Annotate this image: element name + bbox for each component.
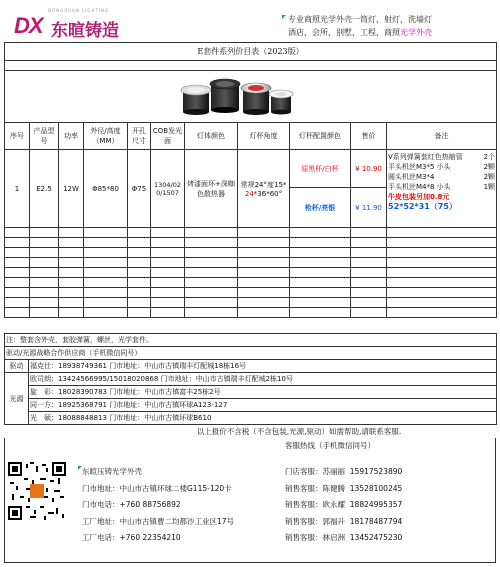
note-qty: 2颗 <box>483 173 496 181</box>
sheet-title: E套件系列价目表（2023版） <box>5 43 497 61</box>
store-phone: 门市电话：+760 88756892 <box>82 500 181 509</box>
col-size: 外径/高度（MM） <box>84 123 128 150</box>
note-row <box>388 152 495 162</box>
supplier-addr-label: 门市地址： <box>160 375 196 383</box>
package-note: 牛皮包装另加0.8元 <box>388 193 450 201</box>
suppliers-title: 驱动/光源战略合作供应商（手机微信同号） <box>5 347 497 360</box>
slogan-line-1: 专业商照光学外壳一筒灯，射灯，洗墙灯 <box>288 15 432 24</box>
page-header <box>0 0 500 42</box>
logo-mark: DX <box>14 13 43 38</box>
supplier-name: 光 硕： <box>30 414 58 422</box>
contact-role: 销售客服：林启洲 <box>285 533 345 542</box>
product-model: E2.5 <box>30 150 59 228</box>
drive-label: 驱动 <box>5 360 29 373</box>
package-size: 52*52*31（75） <box>388 202 457 211</box>
source-label: 光源 <box>5 373 29 425</box>
supplier-name: 旋 彩： <box>30 388 58 396</box>
supplier-row <box>29 360 497 373</box>
slogan-line-2 <box>288 27 432 38</box>
col-cob: COB发光面 <box>151 123 185 150</box>
col-beam-angle: 灯杯角度 <box>238 123 290 150</box>
company-name: 东暄压铸光学外壳 <box>82 467 142 476</box>
cup-color-1: 原黑杯/白杯 <box>290 150 351 188</box>
note-qty: 2个 <box>483 153 496 161</box>
slogan-highlight: 光学外壳 <box>400 28 432 37</box>
col-model: 产品型号 <box>30 123 59 150</box>
supplier-addr: 中山市古镇瑞丰灯配城2栋10号 <box>195 375 293 383</box>
note-row <box>388 162 495 172</box>
green-corner-icon <box>282 15 286 19</box>
supplier-row <box>29 412 497 425</box>
product-image-row <box>5 71 497 123</box>
col-lamp-color: 灯体颜色 <box>185 123 238 150</box>
cup-color-2: 枪杯/亮银 <box>290 188 351 228</box>
beam-highlight: 24 <box>244 189 254 198</box>
note-text: 平头机丝M3*5 小头 <box>388 163 451 171</box>
beam-suffix: *36*60° <box>253 189 283 198</box>
product-cutout: Φ75 <box>128 150 151 228</box>
beam-prefix: 常规24°度15* <box>240 180 287 189</box>
slogan-plain: 酒店，会所，别墅，工程，商照 <box>288 28 400 37</box>
supplier-name: 福克仕： <box>30 362 58 370</box>
disclaimer: 以上报价不含税（不含包装,光源,驱动）如需帮助,请联系客服. <box>196 427 402 436</box>
footer-frame <box>4 438 496 563</box>
note-row <box>388 182 495 192</box>
product-index: 1 <box>5 150 30 228</box>
supplier-addr-label: 门市地址： <box>109 401 145 409</box>
contact-phone: 15917523890 <box>349 467 403 476</box>
supplier-phone: 18925368791 <box>58 401 107 409</box>
col-index: 序号 <box>5 123 30 150</box>
product-lamp-color: 烤漆面环+深咖色散热器 <box>185 150 238 228</box>
product-notes <box>387 150 497 228</box>
note-text: 平头机丝M4*8 小头 <box>388 183 451 191</box>
note-text: 圆头机丝M3*4 <box>388 173 435 181</box>
contact-phone: 18178487794 <box>349 516 403 526</box>
contact-role: 门店客服：苏丽丽 <box>285 467 345 476</box>
note-qty: 1颗 <box>483 183 496 191</box>
supplier-addr-label: 门市地址： <box>109 414 145 422</box>
product-power: 12W <box>59 150 84 228</box>
contact-role: 销售客服：郭福升 <box>285 516 345 526</box>
product-cob: 1304/020/1507 <box>151 150 185 228</box>
supplier-name: 同一方： <box>30 401 58 409</box>
supplier-row <box>29 399 497 412</box>
supplier-row <box>29 373 497 386</box>
note-text: V系列弹簧套红色热缩管 <box>388 153 463 161</box>
price-1: ¥ 10.90 <box>351 150 387 188</box>
supplier-row <box>29 386 497 399</box>
supplier-addr-label: 门市地址： <box>109 362 145 370</box>
supplier-phone: 18028390783 <box>58 388 107 396</box>
store-address: 门市地址：中山市古镇环球二楼G115-120卡 <box>82 483 232 493</box>
contact-role: 销售客服：欧永耀 <box>285 500 345 509</box>
col-cup-color: 灯杯配置颜色 <box>290 123 351 150</box>
contact-phone: 13528100245 <box>349 483 403 493</box>
supplier-phone: 18088848813 <box>58 414 107 422</box>
contact-phone: 13452475230 <box>349 533 403 542</box>
supplier-name: 欧司朗： <box>30 375 58 383</box>
supplier-phone: 13424566995/15018020868 <box>58 375 159 383</box>
supplier-addr: 中山市古镇环球A123-127 <box>144 401 228 409</box>
col-notes: 备注 <box>387 123 497 150</box>
price-table <box>4 42 497 318</box>
supplier-addr-label: 门市地址： <box>109 388 145 396</box>
col-price: 售价 <box>351 123 387 150</box>
contact-phone: 18824995357 <box>349 500 403 509</box>
product-size: Φ85*80 <box>84 150 128 228</box>
footnote: 注：整套含外壳，套胶弹簧，螺丝，光学套件。 <box>5 334 497 347</box>
supplier-addr: 中山市古镇瑞丰灯配城18栋16号 <box>144 362 247 370</box>
col-power: 功率 <box>59 123 84 150</box>
supplier-phone: 18938749361 <box>58 362 107 370</box>
product-beam-angle <box>238 150 290 228</box>
price-2: ¥ 11.90 <box>351 188 387 228</box>
col-cutout: 开孔尺寸 <box>128 123 151 150</box>
supplier-table <box>4 333 497 425</box>
contact-role: 销售客服：陈健腾 <box>285 483 345 493</box>
logo-tagline: DONGXUAN LIGHTING <box>48 8 110 13</box>
spacer-row <box>5 61 497 71</box>
logo-name: 东暄铸造 <box>51 21 119 41</box>
supplier-addr: 中山市古镇环球B610 <box>144 414 212 422</box>
hotline-title: 客服热线（手机微信同号） <box>285 441 375 450</box>
factory-address: 工厂地址：中山市古镇曹二均都沙工业区17号 <box>82 516 235 526</box>
note-qty: 2颗 <box>483 163 496 171</box>
factory-phone: 工厂电话：+760 22354210 <box>82 533 181 542</box>
supplier-addr: 中山市古镇富丰25栋2号 <box>144 388 221 396</box>
note-row <box>388 172 495 182</box>
product-photo <box>177 72 297 122</box>
